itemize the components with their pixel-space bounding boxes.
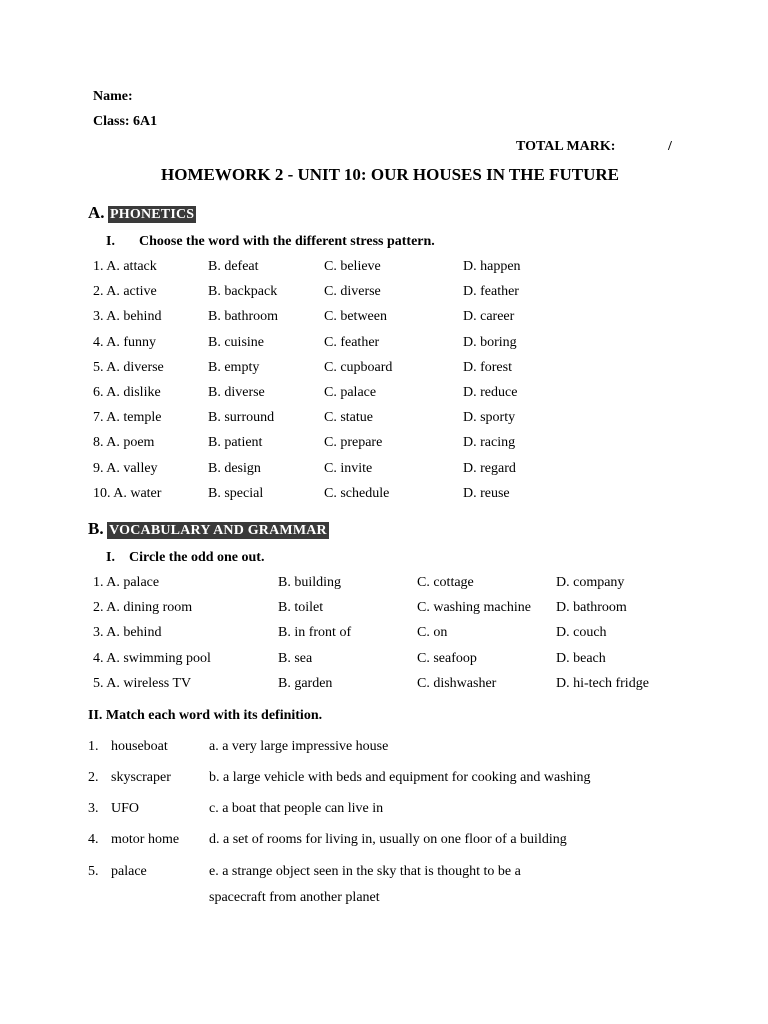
question-row <box>0 600 768 618</box>
section-b-label: VOCABULARY AND GRAMMAR <box>109 523 327 538</box>
option-a[interactable]: 2. A. active <box>93 284 157 300</box>
match-definition: d. a set of rooms for living in, usually on one floor of a building <box>209 832 567 847</box>
match-number: 2. <box>88 770 99 785</box>
option-d[interactable]: D. racing <box>463 435 516 451</box>
option-d[interactable]: D. feather <box>463 284 519 300</box>
match-definition: b. a large vehicle with beds and equipment for cooking and washing <box>209 770 591 785</box>
question-row <box>0 360 768 378</box>
option-d[interactable]: D. bathroom <box>556 600 627 616</box>
option-d[interactable]: D. couch <box>556 625 607 641</box>
match-definition: e. a strange object seen in the sky that is thought to be a <box>209 864 521 879</box>
section-b-exercise-1-numeral: I. <box>106 550 115 565</box>
option-c[interactable]: C. believe <box>324 259 381 274</box>
option-d[interactable]: D. regard <box>463 460 516 476</box>
page-title: HOMEWORK 2 - UNIT 10: OUR HOUSES IN THE FUTURE <box>161 165 619 184</box>
match-definition: a. a very large impressive house <box>209 739 389 754</box>
option-c[interactable]: C. washing machine <box>417 600 531 616</box>
section-a-heading <box>88 205 196 223</box>
question-row <box>0 335 768 353</box>
match-row <box>0 801 768 819</box>
class-label: Class: 6A1 <box>93 114 158 129</box>
option-d[interactable]: D. beach <box>556 650 606 666</box>
option-c[interactable]: C. diverse <box>324 284 381 300</box>
match-number: 3. <box>88 801 99 816</box>
match-word: skyscraper <box>111 770 171 785</box>
option-b[interactable]: B. surround <box>208 410 275 426</box>
match-number: 4. <box>88 832 99 847</box>
option-b[interactable]: B. building <box>278 575 342 590</box>
option-d[interactable]: D. sporty <box>463 410 516 426</box>
question-row <box>0 625 768 643</box>
option-b[interactable]: B. empty <box>208 359 260 375</box>
option-a[interactable]: 8. A. poem <box>93 435 155 451</box>
section-a-letter: A. <box>88 203 105 222</box>
option-a[interactable]: 5. A. wireless TV <box>93 675 192 691</box>
total-mark-label: TOTAL MARK: <box>516 139 616 154</box>
match-definition-continued: spacecraft from another planet <box>209 890 380 905</box>
question-row <box>0 309 768 327</box>
match-row <box>0 864 768 905</box>
question-row <box>0 284 768 302</box>
option-b[interactable]: B. patient <box>208 435 263 451</box>
option-d[interactable]: D. reuse <box>463 485 510 501</box>
option-b[interactable]: B. bathroom <box>208 309 278 325</box>
option-d[interactable]: D. hi-tech fridge <box>556 675 649 691</box>
option-a[interactable]: 2. A. dining room <box>93 600 193 616</box>
option-c[interactable]: C. cupboard <box>324 359 393 375</box>
option-c[interactable]: C. between <box>324 309 387 325</box>
option-a[interactable]: 5. A. diverse <box>93 359 164 375</box>
option-d[interactable]: D. company <box>556 575 625 590</box>
option-d[interactable]: D. reduce <box>463 385 518 400</box>
match-number: 5. <box>88 864 99 879</box>
option-a[interactable]: 3. A. behind <box>93 309 162 325</box>
match-word: UFO <box>111 801 140 816</box>
option-c[interactable]: C. dishwasher <box>417 675 497 691</box>
section-b-exercise-2-heading: II. Match each word with its definition. <box>88 708 323 723</box>
question-row <box>0 435 768 453</box>
match-row <box>0 770 768 788</box>
option-c[interactable]: C. cottage <box>417 575 474 590</box>
section-b-exercise-1-instruction: Circle the odd one out. <box>129 550 265 565</box>
match-number: 1. <box>88 739 99 754</box>
option-c[interactable]: C. invite <box>324 460 373 476</box>
option-d[interactable]: D. career <box>463 309 515 325</box>
option-b[interactable]: B. backpack <box>208 284 278 300</box>
option-a[interactable]: 3. A. behind <box>93 625 162 641</box>
question-row <box>0 461 768 479</box>
question-row <box>0 385 768 403</box>
question-row <box>0 676 768 694</box>
option-b[interactable]: B. design <box>208 460 261 476</box>
option-a[interactable]: 7. A. temple <box>93 410 162 426</box>
option-a[interactable]: 4. A. swimming pool <box>93 650 211 666</box>
question-row <box>0 410 768 428</box>
option-b[interactable]: B. diverse <box>208 385 265 400</box>
match-word: palace <box>111 864 147 879</box>
option-a[interactable]: 10. A. water <box>93 485 162 501</box>
option-b[interactable]: B. defeat <box>208 259 259 274</box>
match-word: motor home <box>111 832 180 847</box>
option-a[interactable]: 4. A. funny <box>93 334 156 350</box>
option-c[interactable]: C. schedule <box>324 485 390 501</box>
section-a-label: PHONETICS <box>110 207 195 222</box>
match-row <box>0 832 768 850</box>
match-definition: c. a boat that people can live in <box>209 801 384 816</box>
name-label: Name: <box>93 89 133 104</box>
question-row <box>0 259 768 277</box>
section-b-heading <box>88 521 329 539</box>
match-word: houseboat <box>111 739 168 754</box>
option-a[interactable]: 9. A. valley <box>93 460 158 476</box>
option-c[interactable]: C. on <box>417 625 448 641</box>
option-b[interactable]: B. special <box>208 485 264 501</box>
option-c[interactable]: C. seafoop <box>417 650 477 666</box>
section-b-letter: B. <box>88 519 104 538</box>
section-a-exercise-1-instruction: Choose the word with the different stress pattern. <box>139 234 435 249</box>
question-row <box>0 651 768 669</box>
match-row <box>0 739 768 757</box>
option-d[interactable]: D. forest <box>463 359 512 375</box>
option-a[interactable]: 6. A. dislike <box>93 385 161 400</box>
option-c[interactable]: C. feather <box>324 334 380 350</box>
question-row <box>0 575 768 593</box>
total-mark-slash: / <box>668 139 672 154</box>
option-d[interactable]: D. happen <box>463 259 521 274</box>
option-b[interactable]: B. toilet <box>278 600 324 616</box>
option-d[interactable]: D. boring <box>463 334 517 350</box>
option-b[interactable]: B. cuisine <box>208 334 264 350</box>
option-c[interactable]: C. statue <box>324 410 373 426</box>
option-b[interactable]: B. sea <box>278 650 313 666</box>
option-c[interactable]: C. prepare <box>324 435 383 451</box>
section-a-exercise-1-numeral: I. <box>106 234 115 249</box>
option-a[interactable]: 1. A. attack <box>93 259 157 274</box>
option-b[interactable]: B. garden <box>278 675 333 691</box>
question-row <box>0 486 768 504</box>
option-b[interactable]: B. in front of <box>278 625 352 641</box>
option-c[interactable]: C. palace <box>324 385 377 400</box>
option-a[interactable]: 1. A. palace <box>93 575 160 590</box>
